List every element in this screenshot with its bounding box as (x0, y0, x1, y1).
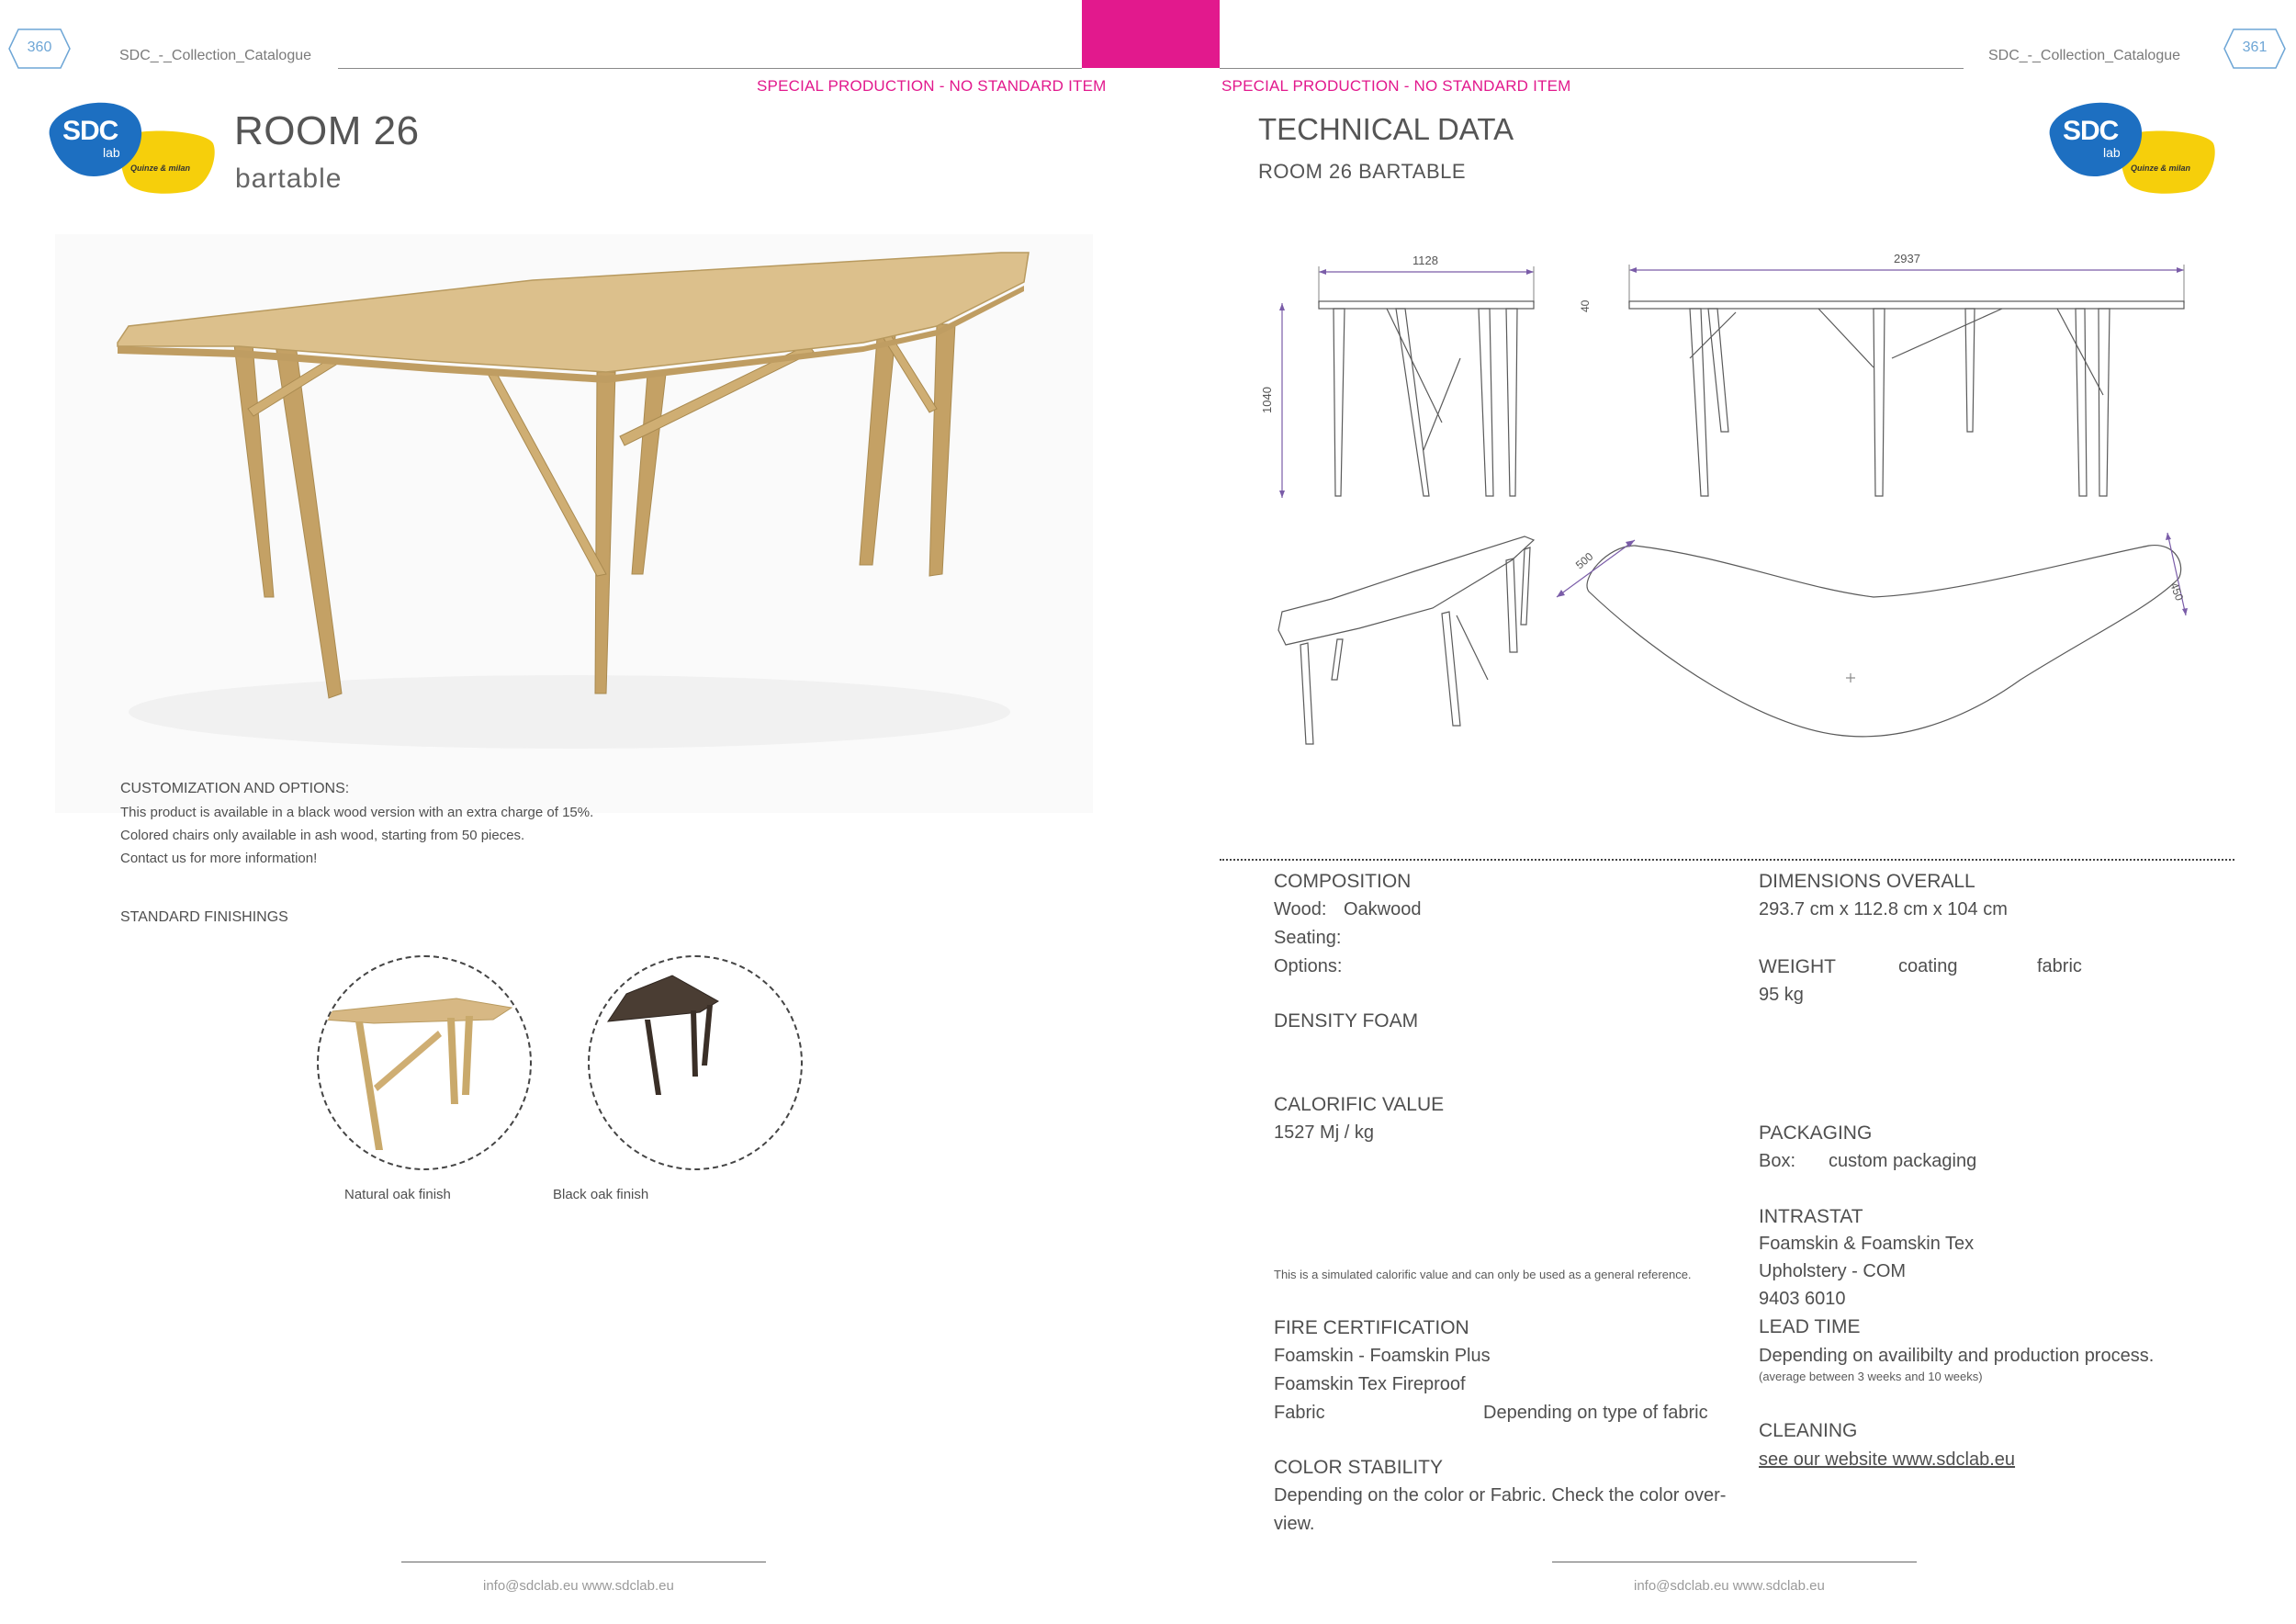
finish-swatch-black (588, 955, 803, 1170)
color-line-1: Depending on the color or Fabric. Check the color over- (1274, 1485, 1727, 1506)
right-doc-title: SDC_-_Collection_Catalogue (1988, 48, 2181, 63)
packaging-label: PACKAGING (1759, 1122, 1873, 1144)
customization-line-3: Contact us for more information! (120, 851, 318, 866)
calorific-note: This is a simulated calorific value and can only be used as a general reference. (1274, 1268, 1692, 1281)
customization-line-2: Colored chairs only available in ash wood, starting from 50 pieces. (120, 828, 525, 843)
dim-width-front: 1128 (1412, 254, 1438, 267)
left-page-number: 360 (27, 39, 52, 55)
fire-line-1: Foamskin - Foamskin Plus (1274, 1346, 1491, 1366)
dimensions-value: 293.7 cm x 112.8 cm x 104 cm (1759, 899, 2008, 919)
sdc-lab-logo-icon (42, 99, 217, 197)
logo-sdc-text: SDC (62, 116, 118, 146)
product-title: ROOM 26 (234, 108, 420, 153)
cleaning-label: CLEANING (1759, 1420, 1858, 1441)
logo-lab-text: lab (2103, 145, 2121, 160)
fire-line-2: Foamskin Tex Fireproof (1274, 1374, 1466, 1394)
calorific-value: 1527 Mj / kg (1274, 1122, 1374, 1143)
black-oak-table-thumb (590, 957, 801, 1168)
lead-line-1: Depending on availibilty and production process. (1759, 1346, 2155, 1366)
pink-tab (1082, 0, 1220, 68)
intrastat-line-3: 9403 6010 (1759, 1289, 1846, 1309)
color-line-2: view. (1274, 1514, 1315, 1534)
logo-lab-text: lab (103, 145, 120, 160)
natural-oak-table-thumb (319, 957, 530, 1168)
sdc-lab-logo-left (42, 99, 217, 197)
seating-label: Seating: (1274, 928, 1342, 948)
left-doc-title: SDC_-_Collection_Catalogue (119, 48, 312, 63)
dimensions-label: DIMENSIONS OVERALL (1759, 871, 1975, 892)
wood-label: Wood: (1274, 899, 1327, 919)
right-page-number: 361 (2242, 39, 2268, 55)
product-subtitle: bartable (235, 164, 343, 194)
cleaning-website-link[interactable]: see our website www.sdclab.eu (1759, 1449, 2016, 1470)
box-label: Box: (1759, 1151, 1796, 1171)
intrastat-line-2: Upholstery - COM (1759, 1261, 1907, 1281)
fire-label: FIRE CERTIFICATION (1274, 1317, 1469, 1338)
header-rule-right (1220, 68, 1964, 69)
dim-depth-a: 500 (1572, 549, 1596, 572)
sdc-lab-logo-icon (2043, 99, 2217, 197)
logo-partner-text: Quinze & milan (2131, 164, 2191, 173)
dim-thickness: 40 (1579, 299, 1592, 312)
right-page-badge (2223, 28, 2287, 70)
dim-height: 1040 (1260, 387, 1274, 413)
dim-length: 2937 (1894, 252, 1920, 265)
weight-fabric: fabric (2037, 956, 2082, 976)
left-page-badge (7, 28, 72, 70)
special-production-right: SPECIAL PRODUCTION - NO STANDARD ITEM (1221, 77, 1571, 95)
logo-sdc-text: SDC (2063, 116, 2119, 146)
lead-label: LEAD TIME (1759, 1316, 1861, 1337)
dim-depth-b: 450 (2167, 581, 2187, 603)
finish-label-black: Black oak finish (553, 1187, 649, 1202)
special-production-left: SPECIAL PRODUCTION - NO STANDARD ITEM (757, 77, 1107, 95)
fire-fabric-value: Depending on type of fabric (1483, 1403, 1708, 1423)
customization-heading: CUSTOMIZATION AND OPTIONS: (120, 781, 350, 796)
wood-value: Oakwood (1344, 899, 1422, 919)
composition-label: COMPOSITION (1274, 871, 1412, 892)
density-label: DENSITY FOAM (1274, 1010, 1419, 1032)
sdc-lab-logo-right (2043, 99, 2217, 197)
color-label: COLOR STABILITY (1274, 1457, 1443, 1478)
footer-contact-right: info@sdclab.eu www.sdclab.eu (1634, 1578, 1825, 1594)
header-rule-left (338, 68, 1082, 69)
options-label: Options: (1274, 956, 1343, 976)
finishings-heading: STANDARD FINISHINGS (120, 909, 288, 925)
footer-contact-left: info@sdclab.eu www.sdclab.eu (483, 1578, 674, 1594)
intrastat-label: INTRASTAT (1759, 1206, 1863, 1227)
technical-subtitle: ROOM 26 BARTABLE (1258, 160, 1467, 183)
technical-drawing (1249, 248, 2213, 790)
technical-title: TECHNICAL DATA (1258, 112, 1514, 146)
box-value: custom packaging (1829, 1151, 1977, 1171)
customization-line-1: This product is available in a black wood version with an extra charge of 15%. (120, 805, 594, 820)
lead-line-2: (average between 3 weeks and 10 weeks) (1759, 1370, 1983, 1383)
bartable-technical-drawing (1249, 248, 2213, 790)
intrastat-line-1: Foamskin & Foamskin Tex (1759, 1234, 1975, 1254)
calorific-label: CALORIFIC VALUE (1274, 1094, 1445, 1115)
finish-label-natural: Natural oak finish (344, 1187, 451, 1202)
weight-coating: coating (1898, 956, 1958, 976)
weight-label: WEIGHT (1759, 956, 1836, 977)
product-photo (55, 234, 1093, 813)
bartable-render (55, 234, 1093, 813)
dotted-separator (1220, 859, 2234, 861)
fire-fabric-label: Fabric (1274, 1403, 1325, 1423)
weight-value: 95 kg (1759, 985, 1804, 1005)
finish-swatch-natural (317, 955, 532, 1170)
logo-partner-text: Quinze & milan (130, 164, 191, 173)
